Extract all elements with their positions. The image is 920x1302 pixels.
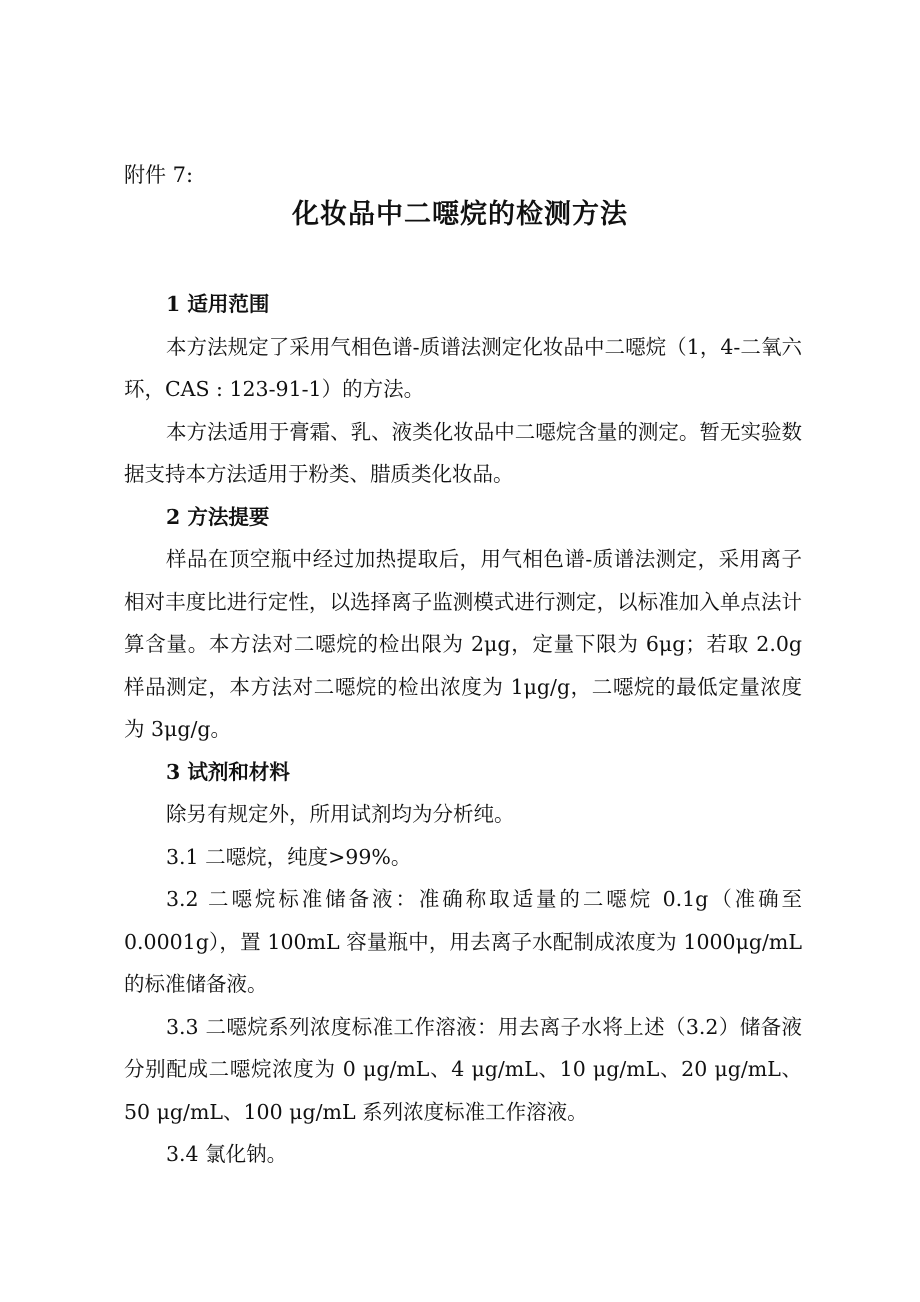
section-heading-method-summary: 2 方法提要 <box>166 504 270 529</box>
attachment-label: 附件 7: <box>124 163 194 187</box>
document-body <box>124 283 802 1176</box>
paragraph: 样品在顶空瓶中经过加热提取后，用气相色谱-质谱法测定，采用离子相对丰度比进行定性，以选择离子监测模式进行测定，以标准加入单点法计算含量。本方法对二噁烷的检出限为 2μg，定量下限为 6μg；若取 2.0g 样品测定，本方法对二噁烷的检出浓度为 1μg/g，二噁烷的最低定量浓度为 3μg/g。 <box>124 547 802 741</box>
section-heading-reagents: 3 试剂和材料 <box>166 759 290 784</box>
paragraph: 本方法规定了采用气相色谱-质谱法测定化妆品中二噁烷（1，4-二氧六环，CAS : 123-91-1）的方法。 <box>124 334 802 401</box>
section-heading-scope: 1 适用范围 <box>166 292 270 316</box>
document-title: 化妆品中二噁烷的检测方法 <box>292 199 628 230</box>
paragraph: 3.2 二噁烷标准储备液：准确称取适量的二噁烷 0.1g（准确至 0.0001g），置 100mL 容量瓶中，用去离子水配制成浓度为 1000μg/mL 的标准储备液。 <box>124 887 802 996</box>
paragraph: 3.4 氯化钠。 <box>166 1142 288 1166</box>
paragraph: 3.1 二噁烷，纯度>99%。 <box>166 844 412 869</box>
paragraph: 3.3 二噁烷系列浓度标准工作溶液：用去离子水将上述（3.2）储备液分别配成二噁烷浓度为 0 μg/mL、4 μg/mL、10 μg/mL、20 μg/mL、50 μg/mL、100 μg/mL 系列浓度标准工作溶液。 <box>124 1014 802 1124</box>
paragraph: 除另有规定外，所用试剂均为分析纯。 <box>166 802 515 826</box>
paragraph: 本方法适用于膏霜、乳、液类化妆品中二噁烷含量的测定。暂无实验数据支持本方法适用于粉类、腊质类化妆品。 <box>124 419 802 486</box>
